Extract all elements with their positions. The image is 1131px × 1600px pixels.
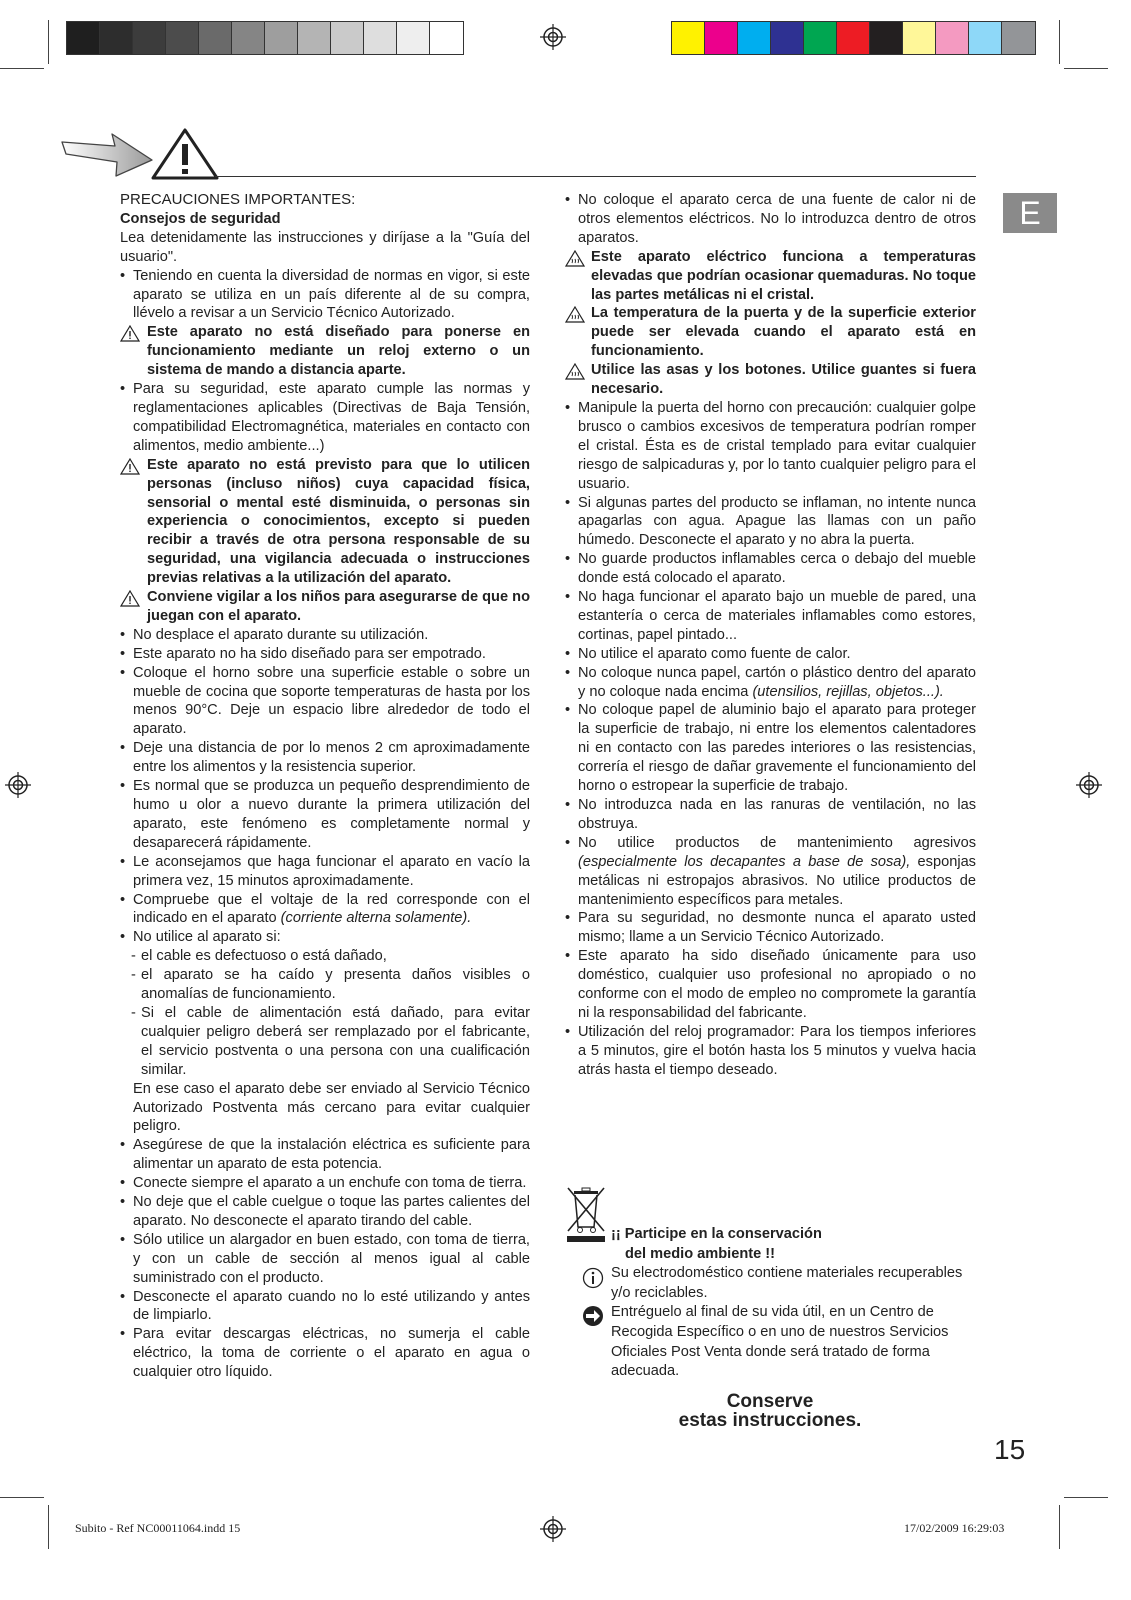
crop-mark: [1064, 1497, 1108, 1498]
warning-small-icon: [120, 590, 140, 607]
crop-mark: [48, 20, 49, 64]
gray-calibration-bar: [66, 21, 464, 55]
sub-list-item: - el cable es defectuoso o está dañado,: [131, 948, 387, 965]
gray-swatch: [265, 22, 298, 54]
list-item: • Conecte siempre el aparato a un enchufe con toma de tierra.: [120, 1175, 527, 1192]
sub-list-item: - Si el cable de alimentación está dañado, para evitar cualquier peligro deberá ser remplazado por el fabricante, el servicio postventa o una persona con una cualificación similar.: [131, 1004, 530, 1078]
list-item: • Desconecte el aparato cuando no lo esté utilizando y antes de limpiarlo.: [120, 1288, 530, 1324]
list-item: • Coloque el horno sobre una superficie estable o sobre un mueble de cocina que soporte temperaturas de hasta por los menos 90°C. Deje un espacio libre alrededor de todo el aparato.: [120, 664, 530, 738]
list-item: • No coloque el aparato cerca de una fuente de calor ni de otros elementos eléctricos. No lo introduzca dentro de otros aparatos.: [565, 192, 976, 246]
gray-swatch: [199, 22, 232, 54]
left-column: [120, 191, 530, 1382]
crop-mark: [1059, 1505, 1060, 1549]
intro-text: Lea detenidamente las instrucciones y diríjase a la "Guía del usuario".: [120, 229, 530, 265]
keep-instructions-line-1: Conserve: [726, 1391, 814, 1412]
list-item: • Le aconsejamos que haga funcionar el aparato en vacío la primera vez, 15 minutos aproximadamente.: [120, 853, 530, 889]
list-item: • No coloque nunca papel, cartón o plástico dentro del aparato y no coloque nada encima (utensilios, rejillas, objetos...).: [565, 664, 976, 700]
list-item: • Sólo utilice un alargador en buen estado, con toma de tierra, y con un cable de sección al menos igual al cable suministrado con el producto.: [120, 1231, 530, 1286]
hot-warning-item: Este aparato eléctrico funciona a temperaturas elevadas que podrían ocasionar quemaduras. No toque las partes metálicas ni el cristal.: [565, 248, 976, 305]
indented-text: En ese caso el aparato debe ser enviado al Servicio Técnico Autorizado Postventa más cercano para evitar cualquier peligro.: [133, 1080, 530, 1135]
gray-swatch: [364, 22, 397, 54]
color-swatch: [672, 22, 705, 54]
list-item: • No haga funcionar el aparato bajo un mueble de pared, una estantería o cerca de materiales inflamables como estores, cortinas, papel pintado...: [565, 589, 976, 643]
gray-swatch: [232, 22, 265, 54]
gray-swatch: [100, 22, 133, 54]
color-swatch: [771, 22, 804, 54]
list-item: • Manipule la puerta del horno con precaución: cualquier golpe brusco o cambios excesivos de temperatura podrían romper el cristal. Ésta es de cristal templado para evitar cualquier riesgo de salpicaduras y, por lo tanto cualquier peligro para el usuario.: [565, 399, 976, 492]
color-swatch: [1002, 22, 1035, 54]
list-item: • No coloque papel de aluminio bajo el aparato para proteger la superficie de trabajo, ni entre los elementos calentadores ni en contacto con las paredes interiores o las resistencias, correría el riesgo de dañar gravemente el funcionamiento del horno o estropear la superficie de trabajo.: [565, 702, 976, 795]
crop-mark: [0, 68, 44, 69]
color-swatch: [738, 22, 771, 54]
registration-mark-icon: [540, 1516, 566, 1542]
eco-section: [611, 1225, 981, 1382]
crop-mark: [0, 1497, 44, 1498]
keep-instructions-line-2: estas instrucciones.: [678, 1410, 862, 1431]
list-item: • Asegúrese de que la instalación eléctrica es suficiente para alimentar un aparato de esta potencia.: [120, 1137, 530, 1173]
color-swatch: [936, 22, 969, 54]
warning-small-icon: [120, 325, 140, 342]
color-swatch: [969, 22, 1002, 54]
section-title: PRECAUCIONES IMPORTANTES:: [120, 191, 356, 208]
list-item: • Teniendo en cuenta la diversidad de normas en vigor, si este aparato se utiliza en un país diferente al de su compra, llévelo a revisar a un Servicio Técnico Autorizado.: [120, 267, 530, 322]
list-item: • Es normal que se produzca un pequeño desprendimiento de humo u olor a nuevo durante la primera utilización del aparato, este fenómeno es completamente normal y desaparecerá rápidamente.: [120, 778, 530, 851]
list-item: • No deje que el cable cuelgue o toque las partes calientes del aparato. No desconecte el aparato tirando del cable.: [120, 1194, 530, 1229]
crop-mark: [1064, 68, 1108, 69]
color-swatch: [804, 22, 837, 54]
gray-swatch: [331, 22, 364, 54]
hot-surface-warning-icon: [565, 306, 585, 323]
list-item: • No introduzca nada en las ranuras de ventilación, no las obstruya.: [565, 797, 976, 832]
warning-item: Este aparato no está diseñado para ponerse en funcionamiento mediante un reloj externo o un sistema de mando a distancia aparte.: [120, 323, 530, 380]
list-item: • No desplace el aparato durante su utilización.: [120, 626, 429, 643]
gray-swatch: [397, 22, 430, 54]
hot-warning-item: Utilice las asas y los botones. Utilice guantes si fuera necesario.: [565, 361, 976, 399]
hot-surface-warning-icon: [565, 363, 585, 380]
eco-info: Su electrodoméstico contiene materiales recuperables y/o reciclables.: [611, 1265, 963, 1301]
warning-small-icon: [120, 458, 140, 475]
crop-mark: [48, 1505, 49, 1549]
keep-instructions-note: [600, 1392, 940, 1430]
registration-mark-icon: [1076, 772, 1102, 798]
gray-swatch: [166, 22, 199, 54]
list-item: • No utilice al aparato si:: [120, 929, 281, 946]
crossed-bin-icon: [565, 1185, 607, 1243]
section-subtitle: Consejos de seguridad: [120, 210, 281, 227]
registration-mark-icon: [540, 24, 566, 50]
gray-swatch: [133, 22, 166, 54]
list-item: • Este aparato ha sido diseñado únicamente para uso doméstico, cualquier uso profesional no apropiado o no conforme con el modo de empleo no compromete la garantía ni la responsabilidad del fabricante.: [565, 948, 976, 1021]
color-swatch: [837, 22, 870, 54]
gray-swatch: [67, 22, 100, 54]
list-item: • Si algunas partes del producto se inflaman, no intente nunca apagarlas con agua. Apague las llamas con un paño húmedo. Desconecte el aparato y no abra la puerta.: [565, 494, 976, 549]
sub-list-item: - el aparato se ha caído y presenta daños visibles o anomalías de funcionamiento.: [131, 967, 530, 1003]
list-item: • No utilice el aparato como fuente de calor.: [565, 645, 851, 662]
list-item: • Utilización del reloj programador: Para los tiempos inferiores a 5 minutos, gire el botón hasta los 5 minutos y vuelva hacia atrás hasta el tiempo deseado.: [565, 1023, 976, 1078]
warning-item: Este aparato no está previsto para que lo utilicen personas (incluso niños) cuya capacidad física, sensorial o mental esté disminuida, o personas sin experiencia o conocimientos, excepto si pueden recibir a través de otra persona responsable de su seguridad, una vigilancia adecuada o instrucciones previas relativas a la utilización del aparato.: [120, 456, 530, 588]
warning-triangle-icon: [150, 127, 220, 181]
pointing-arrow-icon: [60, 130, 160, 180]
list-item: • Para su seguridad, no desmonte nunca el aparato usted mismo; llame a un Servicio Técnico Autorizado.: [565, 910, 976, 946]
recycle-arrow-icon: [582, 1305, 604, 1327]
list-item: • Deje una distancia de por lo menos 2 cm aproximadamente entre los alimentos y la resistencia superior.: [120, 740, 530, 776]
color-swatch: [903, 22, 936, 54]
right-column: [565, 191, 976, 1080]
color-calibration-bar: [671, 21, 1036, 55]
info-icon: [582, 1267, 604, 1289]
hot-surface-warning-icon: [565, 250, 585, 267]
registration-mark-icon: [5, 772, 31, 798]
gray-swatch: [298, 22, 331, 54]
footer-timestamp: 17/02/2009 16:29:03: [904, 1521, 1005, 1535]
list-item: • Para su seguridad, este aparato cumple las normas y reglamentaciones aplicables (Directivas de Baja Tensión, compatibilidad Electromagnética, materiales en contacto con alimentos, medio ambiente...): [120, 381, 530, 454]
list-item: • Compruebe que el voltaje de la red corresponde con el indicado en el aparato (corriente alterna solamente).: [120, 891, 530, 927]
list-item: • Para evitar descargas eléctricas, no sumerja el cable eléctrico, la toma de corriente o el aparato en agua o cualquier otro líquido.: [120, 1326, 530, 1381]
eco-title: ¡¡ Participe en la conservación del medio ambiente !!: [611, 1226, 822, 1262]
color-swatch: [870, 22, 903, 54]
gray-swatch: [430, 22, 463, 54]
language-tab: E: [1003, 193, 1057, 233]
footer-file-info: Subito - Ref NC00011064.indd 15: [75, 1521, 241, 1535]
header-rule: [215, 176, 976, 177]
warning-item: Conviene vigilar a los niños para asegurarse de que no juegan con el aparato.: [120, 588, 530, 626]
list-item: • Este aparato no ha sido diseñado para ser empotrado.: [120, 645, 486, 662]
page-number: 15: [994, 1434, 1026, 1465]
color-swatch: [705, 22, 738, 54]
list-item: • No guarde productos inflamables cerca o debajo del mueble donde está colocado el aparato.: [565, 551, 976, 587]
list-item: • No utilice productos de mantenimiento agresivos (especialmente los decapantes a base de sosa), esponjas metálicas ni estropajos abrasivos. No utilice productos de mantenimiento específicos para metales.: [565, 834, 976, 908]
eco-disposal: Entréguelo al final de su vida útil, en un Centro de Recogida Específico o en uno de nuestros Servicios Oficiales Post Venta donde será tratado de forma adecuada.: [611, 1304, 949, 1380]
crop-mark: [1059, 20, 1060, 64]
hot-warning-item: La temperatura de la puerta y de la superficie exterior puede ser elevada cuando el aparato está en funcionamiento.: [565, 304, 976, 361]
